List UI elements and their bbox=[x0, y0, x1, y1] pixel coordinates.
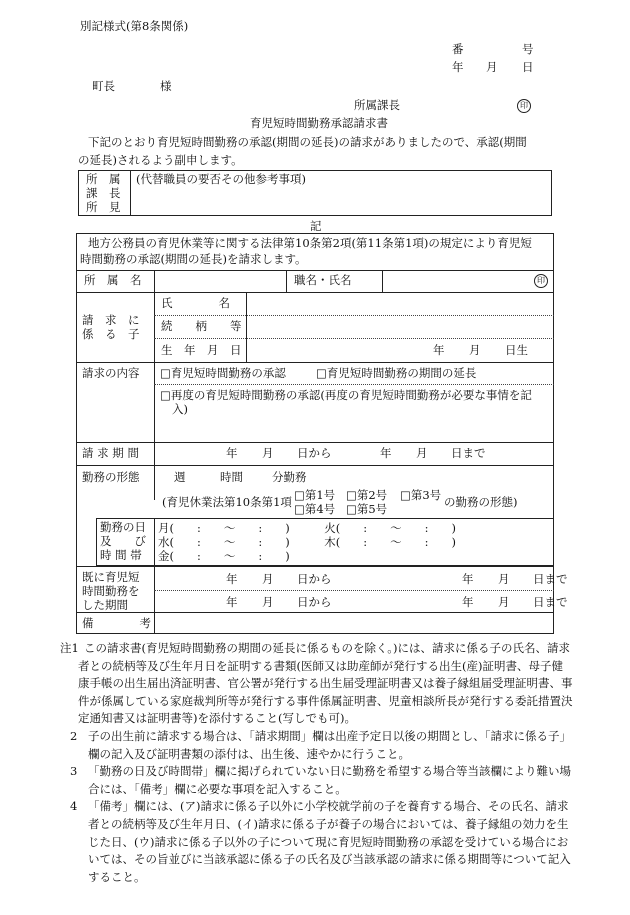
prev1-until: 日まで bbox=[533, 572, 568, 586]
work-form-suffix: の勤務の形態) bbox=[444, 495, 518, 509]
days-label-2: 及 び bbox=[100, 534, 146, 548]
period-label: 請 求 期 間 bbox=[82, 446, 139, 460]
prev1-to-year: 年 bbox=[462, 572, 474, 586]
prev-label-3: した期間 bbox=[82, 598, 128, 612]
opinion-label-1: 所 属 bbox=[86, 172, 121, 186]
act-reference: (育児休業法第10条第1項 bbox=[162, 495, 292, 509]
prev1-from-year: 年 bbox=[226, 572, 238, 586]
period-from: 日から bbox=[297, 446, 332, 460]
page-title: 育児短時間勤務承認請求書 bbox=[250, 116, 388, 130]
prev2-until: 日まで bbox=[533, 595, 568, 609]
ki-heading: 記 bbox=[310, 219, 322, 233]
period-to-year: 年 bbox=[380, 446, 392, 460]
minutes-label: 分勤務 bbox=[272, 470, 307, 484]
date-year: 年 bbox=[452, 60, 464, 74]
dept-head-label: 所属課長 bbox=[354, 98, 400, 112]
statement-line-2: 時間勤務の承認(期間の延長)を請求します。 bbox=[80, 252, 307, 266]
form-reference: 別記様式(第8条関係) bbox=[80, 19, 189, 33]
remarks-label: 備 考 bbox=[82, 616, 151, 630]
item-5-checkbox[interactable]: □第5号 bbox=[346, 502, 388, 516]
hours-label: 時間 bbox=[220, 470, 243, 484]
note-3: 3 「勤務の日及び時間帯」欄に掲げられていない日に勤務を希望する場合等当該欄により難い場合には、「備考」欄に必要な事項を記入すること。 bbox=[70, 764, 571, 796]
prev-label-2: 時間勤務を bbox=[82, 584, 140, 598]
notes bbox=[60, 640, 574, 886]
child-label-2: 係 る 子 bbox=[82, 327, 140, 341]
option-approval-checkbox[interactable]: □育児短時間勤務の承認 bbox=[160, 366, 286, 380]
prev2-from-year: 年 bbox=[226, 595, 238, 609]
prev2-from-month: 月 bbox=[262, 595, 274, 609]
child-name-label: 氏 名 bbox=[161, 296, 230, 310]
days-label-1: 勤務の日 bbox=[100, 520, 146, 534]
prev-label-1: 既に育児短 bbox=[82, 570, 140, 584]
number-label: 番 bbox=[452, 42, 464, 56]
child-relation-label: 続 柄 等 bbox=[161, 319, 242, 333]
opinion-content: (代替職員の要否その他参考事項) bbox=[136, 172, 306, 186]
days-label-3: 時 間 帯 bbox=[100, 548, 142, 562]
item-3-checkbox[interactable]: □第3号 bbox=[400, 488, 442, 502]
note-1: 注1 この請求書(育児短時間勤務の期間の延長に係るものを除く。)には、請求に係る子の氏名、請求者との続柄等及び生年月日を証明する書類(医師又は助産師が発行する出生(産)証明書、母子健康手帳の出生届出済証明書、官公署が発行する出生届受理証明書又は養子縁組届受理証明書、事件が係属している家庭裁判所等が発行する事件係属証明書、児童相談所長が発行する委託措置決定通知書又は証明書等)を添付すること(写しでも可)。 bbox=[60, 641, 573, 726]
request-content-label: 請求の内容 bbox=[82, 366, 140, 380]
item-4-checkbox[interactable]: □第4号 bbox=[294, 502, 336, 516]
addressee-honorific: 様 bbox=[160, 79, 172, 93]
period-from-month: 月 bbox=[262, 446, 274, 460]
seal-mark: 印 bbox=[517, 97, 531, 113]
date-day: 日 bbox=[522, 60, 534, 74]
child-label-1: 請 求 に bbox=[82, 313, 140, 327]
intro-line-2: の延長)されるよう副申します。 bbox=[78, 153, 243, 167]
statement-line-1: 地方公務員の育児休業等に関する法律第10条第2項(第11条第1項)の規定により育児短 bbox=[88, 236, 532, 250]
period-to-month: 月 bbox=[416, 446, 428, 460]
note-2: 2 子の出生前に請求する場合は、「請求期間」欄は出産予定日以後の期間とし、「請求に係る子」欄の記入及び証明書類の添付は、出生後、速やかに行うこと。 bbox=[70, 728, 571, 761]
name-label: 職名・氏名 bbox=[294, 273, 352, 287]
item-1-checkbox[interactable]: □第1号 bbox=[294, 488, 336, 502]
option-extension-checkbox[interactable]: □育児短時間勤務の期間の延長 bbox=[316, 366, 477, 380]
child-birth-label: 生 年 月 日 bbox=[161, 343, 242, 357]
schedule-row-1: 月( : 〜 : ) 火( : 〜 : ) bbox=[158, 521, 456, 535]
prev2-to-year: 年 bbox=[462, 595, 474, 609]
form-seal-mark: 印 bbox=[534, 272, 548, 288]
dept-label: 所 属 名 bbox=[84, 273, 142, 287]
option-again-line-2: 入) bbox=[172, 402, 188, 416]
schedule-row-2: 水( : 〜 : ) 木( : 〜 : ) bbox=[158, 535, 456, 549]
birth-year: 年 bbox=[433, 343, 445, 357]
addressee: 町長 bbox=[92, 79, 115, 93]
work-form-label: 勤務の形態 bbox=[82, 470, 140, 484]
option-again-checkbox[interactable]: □再度の育児短時間勤務の承認(再度の育児短時間勤務が必要な事情を記 bbox=[160, 388, 532, 402]
prev2-to-month: 月 bbox=[498, 595, 510, 609]
number-suffix: 号 bbox=[522, 42, 534, 56]
item-2-checkbox[interactable]: □第2号 bbox=[346, 488, 388, 502]
period-from-year: 年 bbox=[226, 446, 238, 460]
intro-line-1: 下記のとおり育児短時間勤務の承認(期間の延長)の請求がありましたので、承認(期間 bbox=[88, 135, 527, 149]
birth-day: 日生 bbox=[505, 343, 528, 357]
period-until: 日まで bbox=[451, 446, 486, 460]
prev2-from: 日から bbox=[297, 595, 332, 609]
note-4: 4 「備考」欄には、(ア)請求に係る子以外に小学校就学前の子を養育する場合、その氏名、請求者との続柄等及び生年月日、(イ)請求に係る子が養子の場合においては、養子縁組の効力を生じた日、(ウ)請求に係る子以外の子について現に育児短時間勤務の承認を受けている場合においては、その旨並びに当該承認に係る子の氏名及び当該承認の請求に係る期間等について記入すること。 bbox=[70, 799, 571, 884]
date-month: 月 bbox=[486, 60, 498, 74]
schedule-row-3: 金( : 〜 : ) bbox=[158, 549, 290, 563]
prev1-from-month: 月 bbox=[262, 572, 274, 586]
prev1-to-month: 月 bbox=[498, 572, 510, 586]
prev1-from: 日から bbox=[297, 572, 332, 586]
birth-month: 月 bbox=[469, 343, 481, 357]
weekly-label: 週 bbox=[174, 470, 186, 484]
opinion-label-3: 所 見 bbox=[86, 200, 121, 214]
opinion-label-2: 課 長 bbox=[86, 186, 121, 200]
